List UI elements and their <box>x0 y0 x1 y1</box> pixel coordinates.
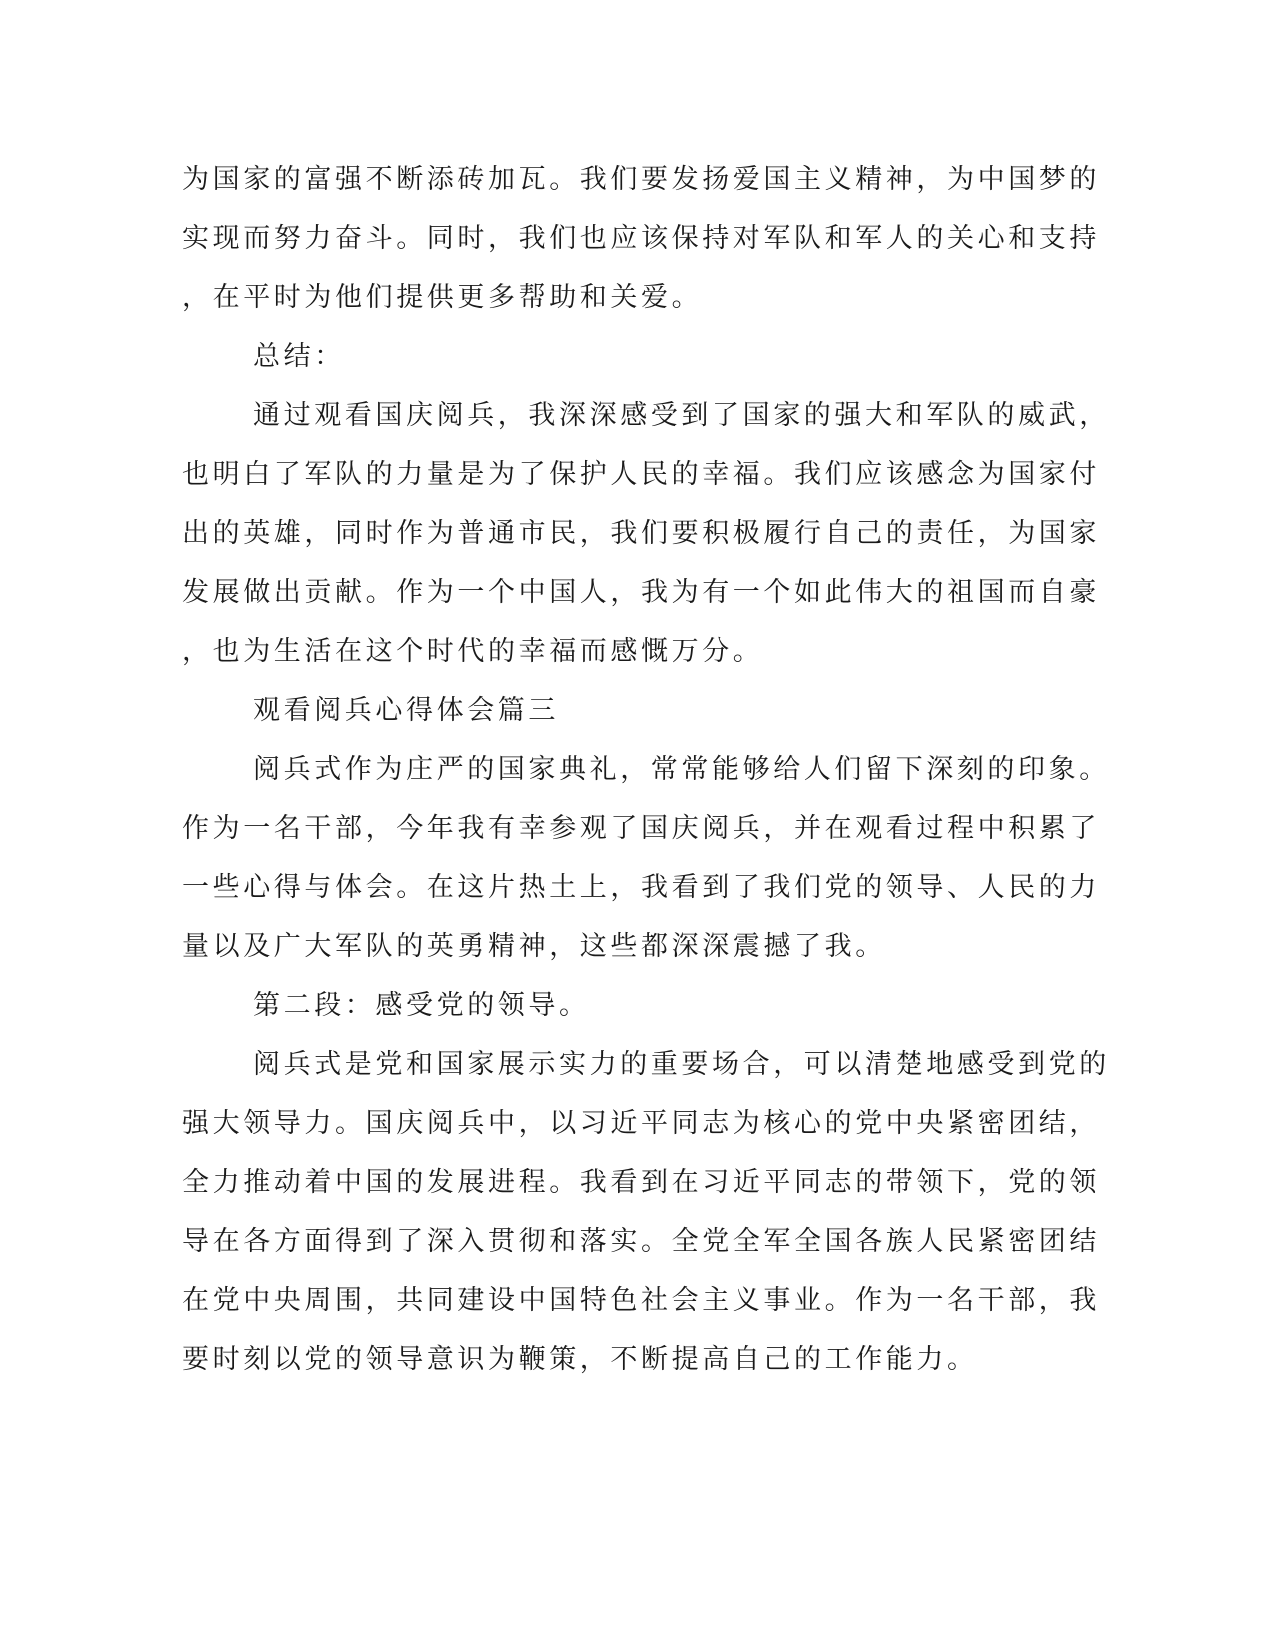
body-text-line: 导在各方面得到了深入贯彻和落实。全党全军全国各族人民紧密团结 <box>182 1226 1100 1257</box>
body-text-line: 通过观看国庆阅兵，我深深感受到了国家的强大和军队的威武， <box>253 400 1110 431</box>
body-text-line: 出的英雄，同时作为普通市民，我们要积极履行自己的责任，为国家 <box>182 518 1100 549</box>
body-text-line: 实现而努力奋斗。同时，我们也应该保持对军队和军人的关心和支持 <box>182 223 1100 254</box>
body-text-line: 阅兵式是党和国家展示实力的重要场合，可以清楚地感受到党的 <box>253 1049 1110 1080</box>
body-text-line: 作为一名干部，今年我有幸参观了国庆阅兵，并在观看过程中积累了 <box>182 813 1100 844</box>
body-text-line: 一些心得与体会。在这片热土上，我看到了我们党的领导、人民的力 <box>182 872 1100 903</box>
body-text-line: ，在平时为他们提供更多帮助和关爱。 <box>182 282 703 313</box>
body-text-line: 也明白了军队的力量是为了保护人民的幸福。我们应该感念为国家付 <box>182 459 1100 490</box>
body-text-line: 发展做出贡献。作为一个中国人，我为有一个如此伟大的祖国而自豪 <box>182 577 1100 608</box>
section-heading: 第二段：感受党的领导。 <box>253 990 590 1021</box>
body-text-line: 强大领导力。国庆阅兵中，以习近平同志为核心的党中央紧密团结， <box>182 1108 1100 1139</box>
body-text-line: ，也为生活在这个时代的幸福而感慨万分。 <box>182 636 764 667</box>
body-text-line: 要时刻以党的领导意识为鞭策，不断提高自己的工作能力。 <box>182 1344 978 1375</box>
body-text-line: 量以及广大军队的英勇精神，这些都深深震撼了我。 <box>182 931 886 962</box>
body-text-line: 阅兵式作为庄严的国家典礼，常常能够给人们留下深刻的印象。 <box>253 754 1110 785</box>
section-heading: 总结： <box>253 341 345 372</box>
body-text-line: 全力推动着中国的发展进程。我看到在习近平同志的带领下，党的领 <box>182 1167 1100 1198</box>
body-text-line: 在党中央周围，共同建设中国特色社会主义事业。作为一名干部，我 <box>182 1285 1100 1316</box>
body-text-line: 为国家的富强不断添砖加瓦。我们要发扬爱国主义精神，为中国梦的 <box>182 164 1100 195</box>
section-heading: 观看阅兵心得体会篇三 <box>253 695 559 726</box>
